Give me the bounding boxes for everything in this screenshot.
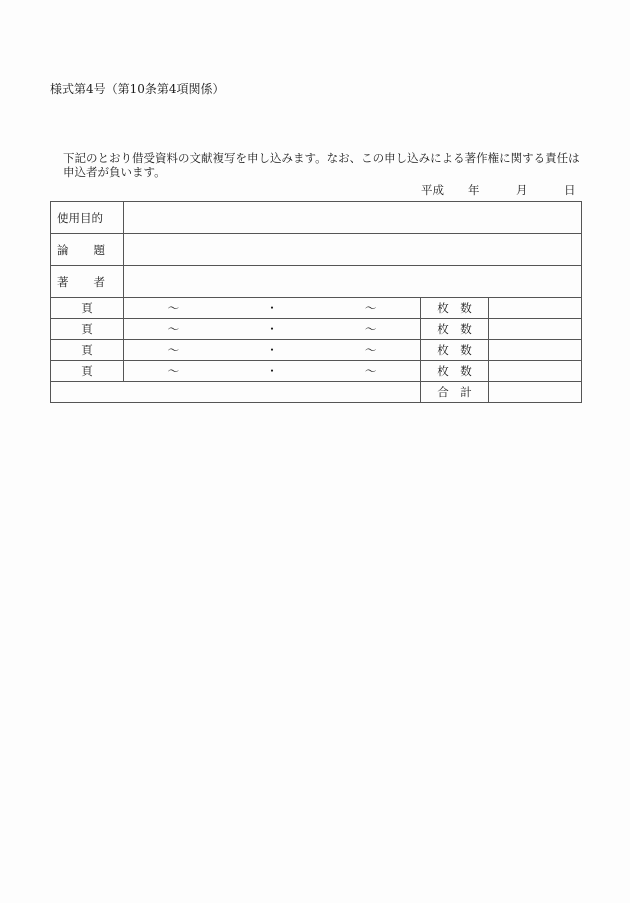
date-year-label: 年: [468, 183, 480, 197]
tilde-mark: 〜: [364, 343, 377, 357]
page-row: [51, 319, 582, 340]
dot-mark: ・: [266, 322, 278, 336]
title-label-2: 題: [93, 242, 105, 257]
form-number-title: 様式第4号（第10条第4項関係）: [50, 82, 225, 96]
request-form-table: [50, 201, 582, 403]
date-day-label: 日: [564, 183, 576, 197]
tilde-mark: 〜: [364, 364, 377, 378]
page-row: [51, 340, 582, 361]
page-label: 頁: [51, 319, 124, 340]
page-label: 頁: [51, 361, 124, 382]
count-label: 枚 数: [421, 298, 489, 319]
tilde-mark: 〜: [167, 301, 180, 315]
tilde-mark: 〜: [364, 322, 377, 336]
count-label: 枚 数: [421, 340, 489, 361]
author-field[interactable]: [124, 266, 582, 298]
title-label-cell: [51, 234, 124, 266]
intro-text: 下記のとおり借受資料の文献複写を申し込みます。なお、この申し込みによる著作権に関する責任は申込者が負います。: [63, 151, 580, 179]
page-row: [51, 298, 582, 319]
purpose-label: 使用目的: [51, 202, 124, 234]
page-range-field[interactable]: [124, 319, 421, 340]
purpose-field[interactable]: [124, 202, 582, 234]
author-row: [51, 266, 582, 298]
count-label: 枚 数: [421, 319, 489, 340]
page-row: [51, 361, 582, 382]
count-field[interactable]: [489, 340, 582, 361]
page-range-field[interactable]: [124, 361, 421, 382]
total-row: [51, 382, 582, 403]
author-label-cell: [51, 266, 124, 298]
count-label: 枚 数: [421, 361, 489, 382]
page-label: 頁: [51, 298, 124, 319]
dot-mark: ・: [266, 364, 278, 378]
total-label: 合 計: [421, 382, 489, 403]
tilde-mark: 〜: [364, 301, 377, 315]
count-field[interactable]: [489, 361, 582, 382]
title-field[interactable]: [124, 234, 582, 266]
page-range-field[interactable]: [124, 340, 421, 361]
count-field[interactable]: [489, 319, 582, 340]
purpose-row: [51, 202, 582, 234]
tilde-mark: 〜: [167, 322, 180, 336]
tilde-mark: 〜: [167, 343, 180, 357]
title-row: [51, 234, 582, 266]
date-era: 平成: [421, 183, 444, 197]
page-label: 頁: [51, 340, 124, 361]
dot-mark: ・: [266, 343, 278, 357]
page-range-field[interactable]: [124, 298, 421, 319]
dot-mark: ・: [266, 301, 278, 315]
tilde-mark: 〜: [167, 364, 180, 378]
count-field[interactable]: [489, 298, 582, 319]
author-label-1: 著: [57, 274, 69, 289]
author-label-2: 者: [93, 274, 105, 289]
total-field[interactable]: [489, 382, 582, 403]
title-label-1: 論: [57, 242, 69, 257]
date-month-label: 月: [516, 183, 528, 197]
total-blank-cell: [51, 382, 421, 403]
